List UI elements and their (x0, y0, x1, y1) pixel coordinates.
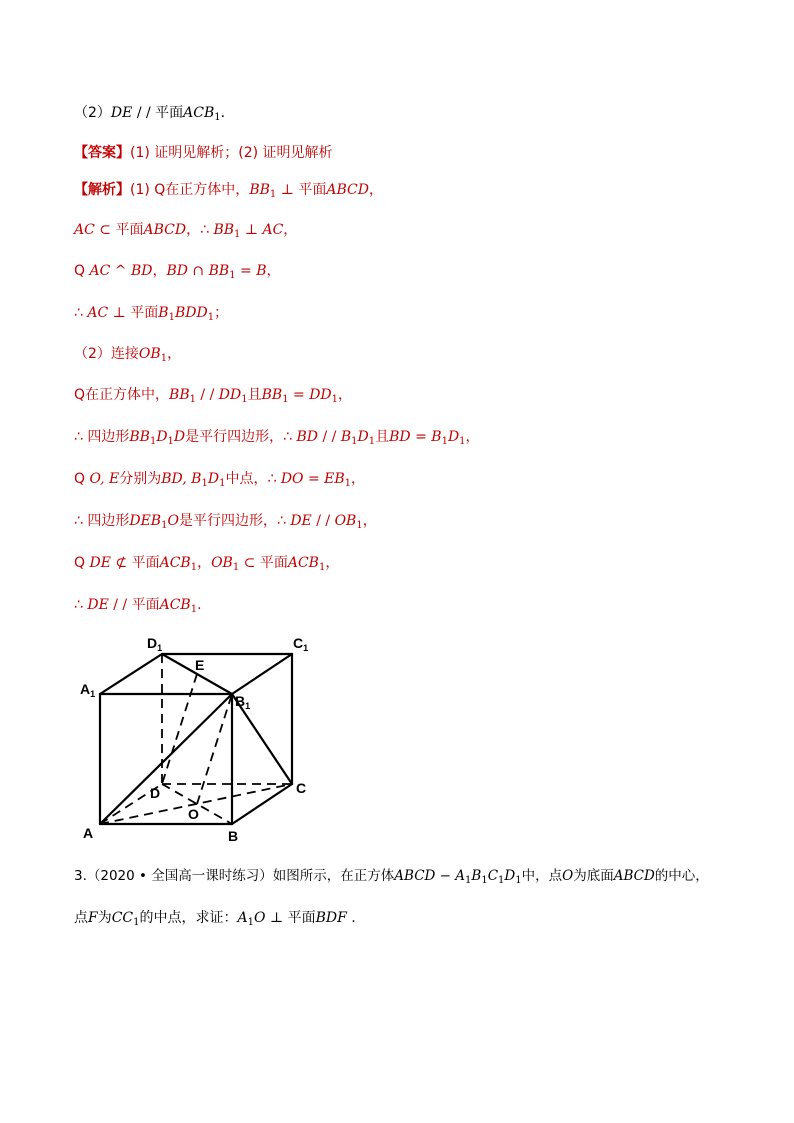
subscript: 1 (133, 917, 140, 928)
problem-3-line-1 (74, 867, 709, 885)
subscript: 1 (344, 478, 352, 489)
subscript: 1 (241, 394, 248, 405)
text: 是平行四边形，∴ (178, 513, 291, 529)
text: . (197, 597, 202, 613)
math: EB (324, 471, 345, 487)
math: C (487, 868, 499, 884)
text: 且 (375, 429, 390, 445)
subscript: 1 (269, 189, 277, 200)
math: O, E (89, 471, 120, 487)
math-relation: = (235, 263, 257, 279)
math: BD (389, 429, 411, 445)
proof-conclusion-line (74, 596, 202, 614)
math-relation: ^ (110, 263, 131, 279)
subscript: 1 (351, 436, 358, 447)
text: ， (338, 387, 353, 403)
math: BD (166, 263, 188, 279)
math-relation: / / (311, 513, 335, 529)
subscript: 1 (331, 394, 339, 405)
math: AC (89, 263, 111, 279)
text: (1) Q在正方体中， (130, 182, 250, 198)
math-relation: ⊄ (110, 555, 132, 571)
subscript: 1 (247, 917, 255, 928)
subquestion-2-line (74, 104, 225, 122)
math-relation: / / (195, 387, 219, 403)
text: Q在正方体中， (74, 387, 170, 403)
math-relation: ⊥ (265, 910, 288, 926)
label-E: E (195, 657, 205, 673)
subscript: 1 (459, 436, 466, 447)
math: BD (130, 263, 153, 279)
math-relation: / / (108, 597, 132, 613)
label-B1: $B_1$ (235, 693, 251, 711)
subscript: 1 (515, 875, 522, 886)
subscript: 1 (214, 112, 221, 123)
text: ， (197, 555, 212, 571)
math: DO (280, 471, 304, 487)
text: 3.（2020 • 全国高一课时练习）如图所示，在正方体 (74, 868, 395, 884)
math: ABCD (613, 868, 655, 884)
text: 的中心， (654, 868, 709, 884)
subscript: 1 (201, 478, 208, 489)
math: BDF (315, 910, 347, 926)
text: 分别为 (119, 471, 162, 487)
text: 的中点，求证： (139, 910, 238, 926)
math: BB (249, 182, 270, 198)
proof-line (74, 470, 365, 488)
math: DD (218, 387, 242, 403)
math-relation: ⊥ (108, 305, 131, 321)
text: ； (214, 305, 229, 321)
text: 平面 (287, 910, 316, 926)
math-relation: / / (132, 105, 156, 121)
label-D1: $D_1$ (147, 635, 163, 653)
math: B (431, 429, 442, 445)
math: DEB (129, 513, 162, 529)
math-relation: ∩ (187, 263, 209, 279)
math: D (207, 471, 220, 487)
hidden-segment-DE (162, 674, 197, 784)
subscript: 1 (229, 270, 236, 281)
math: DE (87, 597, 109, 613)
math: BB (169, 387, 190, 403)
math: DD (309, 387, 332, 403)
math: DE (89, 555, 111, 571)
math-relation: = (288, 387, 310, 403)
subscript: 1 (498, 875, 505, 886)
text: . (220, 105, 226, 121)
text: 平面 (115, 222, 144, 238)
text: 平面 (259, 555, 288, 571)
text: 平面 (155, 105, 184, 121)
subscript: 1 (234, 229, 241, 240)
proof-line (74, 345, 181, 363)
text: Q (74, 263, 90, 279)
text: 是平行四边形，∴ (185, 429, 297, 445)
math: D (357, 429, 369, 445)
label-A: A (83, 825, 94, 841)
math: B (340, 429, 352, 445)
label-C1: $C_1$ (293, 635, 309, 653)
subscript: 1 (167, 436, 174, 447)
analysis-tag: 【解析】 (74, 182, 130, 198)
math: AC (262, 222, 284, 238)
math-relation: / / (318, 429, 341, 445)
text: 为底面 (573, 868, 614, 884)
subscript: 1 (190, 604, 198, 615)
text: . (346, 910, 356, 926)
math: BD, B (161, 471, 202, 487)
subscript: 1 (441, 436, 448, 447)
subscript: 1 (219, 478, 226, 489)
text: ， (362, 513, 377, 529)
math-relation: = (410, 429, 432, 445)
subscript: 1 (207, 312, 215, 323)
math: BB (129, 429, 150, 445)
problem-3-line-2 (74, 909, 356, 927)
math: OB (334, 513, 357, 529)
subscript: 1 (161, 520, 168, 531)
label-B: B (228, 828, 239, 844)
text: ， (167, 346, 182, 362)
text: Q (74, 471, 90, 487)
text: 平面 (131, 597, 160, 613)
math-relation: ⊂ (239, 555, 260, 571)
text: 平面 (131, 555, 160, 571)
math: BDD (174, 305, 208, 321)
math: D (447, 429, 460, 445)
math: B (158, 305, 169, 321)
subscript: 1 (481, 875, 488, 886)
answer-line (74, 144, 333, 162)
math: B (471, 868, 482, 884)
math: O (254, 910, 266, 926)
text: ，∴ (186, 222, 214, 238)
text: ， (351, 471, 366, 487)
math: ACB (183, 105, 215, 121)
text: （2） (74, 105, 111, 121)
text: 平面 (130, 305, 159, 321)
text: ， (465, 429, 480, 445)
math: AC (87, 305, 109, 321)
math: AC (74, 222, 95, 238)
math: BD (296, 429, 319, 445)
math: BB (213, 222, 235, 238)
math-relation: = (303, 471, 325, 487)
subscript: 1 (189, 394, 196, 405)
text: ∴ (74, 305, 88, 321)
math-relation: − (435, 868, 456, 884)
math: O (167, 513, 179, 529)
edge-A1D1 (100, 654, 162, 694)
text: ∴ 四边形 (74, 429, 130, 445)
answer-tag: 【答案】 (74, 145, 130, 161)
math: BB (261, 387, 283, 403)
cube-figure (70, 628, 330, 848)
proof-line (74, 304, 228, 322)
proof-line (74, 428, 480, 446)
subscript: 1 (232, 562, 240, 573)
subscript: 1 (356, 520, 363, 531)
edge-B1C1 (232, 654, 292, 694)
proof-line (74, 554, 339, 572)
text: ∴ (74, 597, 88, 613)
text: 中点，∴ (225, 471, 281, 487)
label-A1: $A_1$ (80, 681, 96, 699)
proof-line (74, 221, 297, 239)
math: B (256, 263, 267, 279)
answer-text: (1) 证明见解析；(2) 证明见解析 (130, 145, 333, 161)
subscript: 1 (465, 875, 472, 886)
proof-line (74, 512, 377, 530)
math: ACB (159, 555, 191, 571)
math: A (237, 910, 248, 926)
text: ， (266, 263, 281, 279)
text: Q (74, 555, 90, 571)
math: DE (290, 513, 312, 529)
text: ， (152, 263, 167, 279)
math: ACB (287, 555, 319, 571)
math: D (173, 429, 186, 445)
math: ABCD (326, 182, 369, 198)
math: A (455, 868, 466, 884)
text: 且 (247, 387, 262, 403)
text: （2）连接 (74, 346, 139, 362)
subscript: 1 (368, 436, 376, 447)
math: ACB (159, 597, 191, 613)
text: ∴ 四边形 (74, 513, 130, 529)
label-C: C (296, 780, 307, 796)
subscript: 1 (190, 562, 198, 573)
label-O: O (188, 806, 199, 822)
text: 点 (74, 910, 88, 926)
text: ， (368, 182, 383, 198)
proof-line (74, 386, 352, 404)
math: CC (111, 910, 134, 926)
text: 平面 (298, 182, 327, 198)
proof-line (74, 262, 281, 280)
math: D (156, 429, 168, 445)
subscript: 1 (168, 312, 175, 323)
subscript: 1 (318, 562, 326, 573)
label-D: D (150, 785, 161, 801)
math: BB (208, 263, 230, 279)
math: ABCD (143, 222, 187, 238)
subscript: 1 (160, 353, 168, 364)
text: 中，点 (521, 868, 563, 884)
text: 为 (97, 910, 112, 926)
subscript: 1 (149, 436, 157, 447)
math: OB (211, 555, 233, 571)
text: ， (325, 555, 340, 571)
text: ， (283, 222, 298, 238)
math: OB (138, 346, 161, 362)
math-relation: ⊥ (276, 182, 299, 198)
math: F (88, 910, 98, 926)
math-relation: ⊥ (240, 222, 263, 238)
math: D (504, 868, 516, 884)
math-relation: ⊂ (94, 222, 116, 238)
analysis-line (74, 181, 383, 199)
subscript: 1 (282, 394, 289, 405)
math: O (562, 868, 574, 884)
math: ABCD (394, 868, 436, 884)
math: DE (110, 105, 133, 121)
